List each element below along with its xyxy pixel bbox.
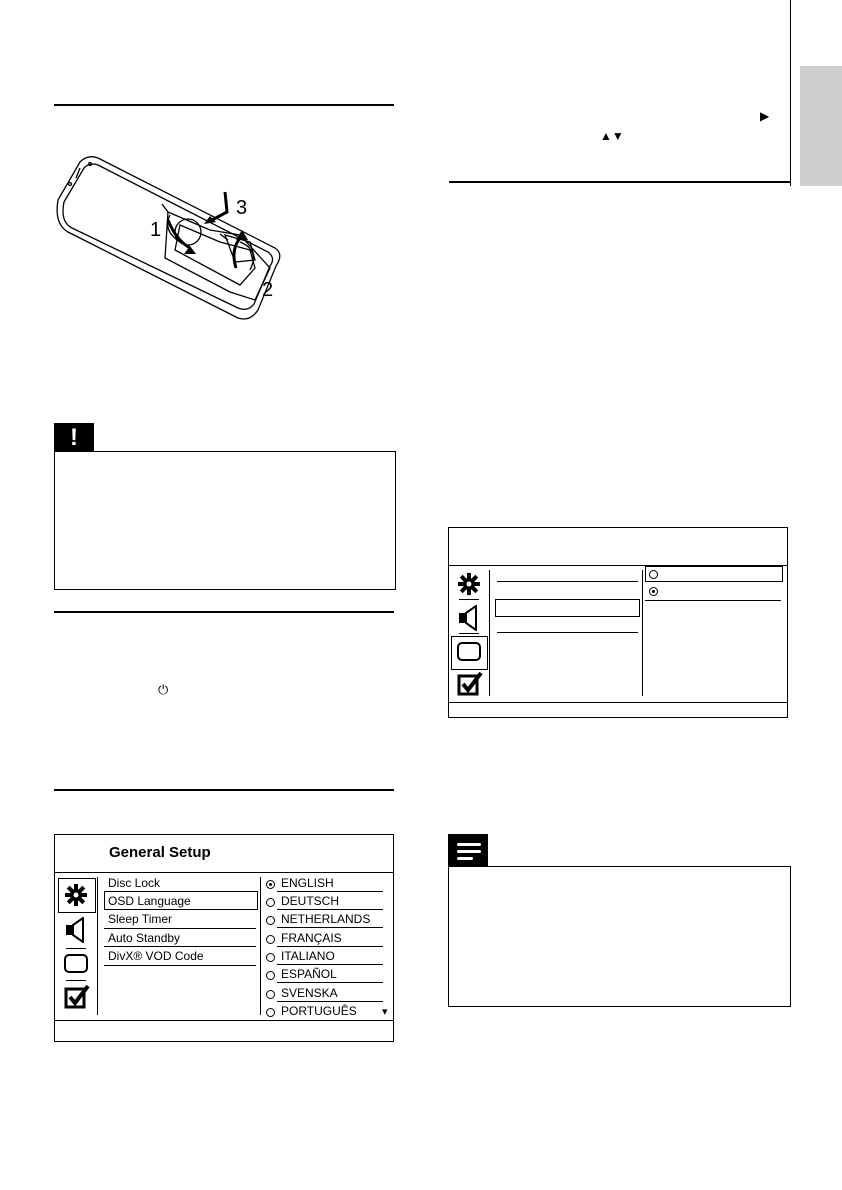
scroll-down-icon[interactable]: ▾	[382, 1006, 388, 1018]
menu-item-highlight[interactable]	[495, 599, 640, 617]
menu-title: General Setup	[109, 844, 211, 861]
radio-netherlands[interactable]	[266, 916, 275, 925]
radio-option-2[interactable]	[649, 587, 658, 596]
note-box	[448, 866, 791, 1007]
radio-deutsch[interactable]	[266, 898, 275, 907]
caution-icon: !	[70, 424, 78, 451]
icon-divider	[66, 980, 86, 981]
option-underline	[277, 982, 383, 983]
menu-option-divider	[260, 877, 261, 1015]
osd-menu-small	[448, 527, 788, 718]
option-underline	[277, 891, 383, 892]
menu-option-highlight[interactable]	[645, 566, 783, 582]
speaker-icon	[458, 605, 482, 631]
section-rule-battery	[54, 104, 394, 106]
menu-option-divider	[642, 570, 643, 696]
option-francais[interactable]: FRANÇAIS	[281, 931, 342, 945]
menu-title-divider	[55, 872, 393, 873]
icon-divider	[459, 599, 479, 600]
section-rule-power	[54, 611, 394, 613]
radio-portugues[interactable]	[266, 1008, 275, 1017]
menu-item-divx-vod-code[interactable]: DivX® VOD Code	[108, 949, 204, 963]
option-underline	[277, 927, 383, 928]
radio-francais[interactable]	[266, 935, 275, 944]
option-svenska[interactable]: SVENSKA	[281, 986, 338, 1000]
radio-svenska[interactable]	[266, 990, 275, 999]
menu-icon-divider	[97, 877, 98, 1015]
checkbox-icon	[457, 672, 483, 696]
caution-box	[54, 451, 396, 590]
menu-option-underline	[645, 600, 781, 601]
step-label-2: 2	[262, 279, 274, 301]
option-english[interactable]: ENGLISH	[281, 876, 334, 890]
option-underline	[277, 964, 383, 965]
menu-bottom-divider	[449, 702, 787, 703]
menu-item-underline	[104, 946, 256, 947]
icon-divider	[66, 948, 86, 949]
step-label-3: 3	[236, 197, 248, 219]
note-tag	[448, 834, 488, 867]
gear-icon	[457, 572, 481, 596]
menu-item-underline	[104, 928, 256, 929]
radio-italiano[interactable]	[266, 953, 275, 962]
menu-icon-divider	[489, 570, 490, 696]
note-icon	[457, 843, 481, 864]
menu-item-osd-language[interactable]: OSD Language	[108, 894, 191, 908]
page-divider	[790, 0, 791, 186]
option-deutsch[interactable]: DEUTSCH	[281, 894, 340, 908]
option-underline	[277, 1001, 383, 1002]
checkbox-icon	[64, 985, 90, 1009]
remote-battery-illustration	[50, 150, 290, 335]
menu-item-sleep-timer[interactable]: Sleep Timer	[108, 912, 173, 926]
option-underline	[277, 946, 383, 947]
icon-divider	[459, 633, 479, 634]
screen-icon	[457, 642, 481, 662]
menu-bottom-divider	[55, 1020, 393, 1021]
menu-item-auto-standby[interactable]: Auto Standby	[108, 931, 181, 945]
option-italiano[interactable]: ITALIANO	[281, 949, 335, 963]
option-portugues[interactable]: PORTUGUÊS	[281, 1004, 357, 1018]
screen-icon	[64, 954, 88, 974]
option-espanol[interactable]: ESPAÑOL	[281, 967, 337, 981]
caution-tag	[54, 423, 94, 452]
option-underline	[277, 909, 383, 910]
menu-item-disc-lock[interactable]: Disc Lock	[108, 876, 161, 890]
play-arrow-icon: ▶	[760, 109, 770, 123]
option-netherlands[interactable]: NETHERLANDS	[281, 912, 371, 926]
speaker-icon	[65, 917, 89, 943]
language-tab	[800, 66, 842, 186]
menu-item-underline	[497, 581, 638, 582]
menu-item-underline	[104, 965, 256, 966]
nav-arrows-icon: ▲▼	[600, 129, 624, 143]
step-label-1: 1	[150, 219, 162, 241]
menu-item-underline	[497, 632, 638, 633]
osd-menu-general-setup	[54, 834, 394, 1042]
radio-english[interactable]	[266, 880, 275, 889]
radio-option-1[interactable]	[649, 570, 658, 579]
power-icon: ⏻	[158, 682, 169, 697]
section-rule-right	[449, 181, 790, 183]
radio-espanol[interactable]	[266, 971, 275, 980]
section-rule-language	[54, 789, 394, 791]
gear-icon	[64, 883, 88, 907]
